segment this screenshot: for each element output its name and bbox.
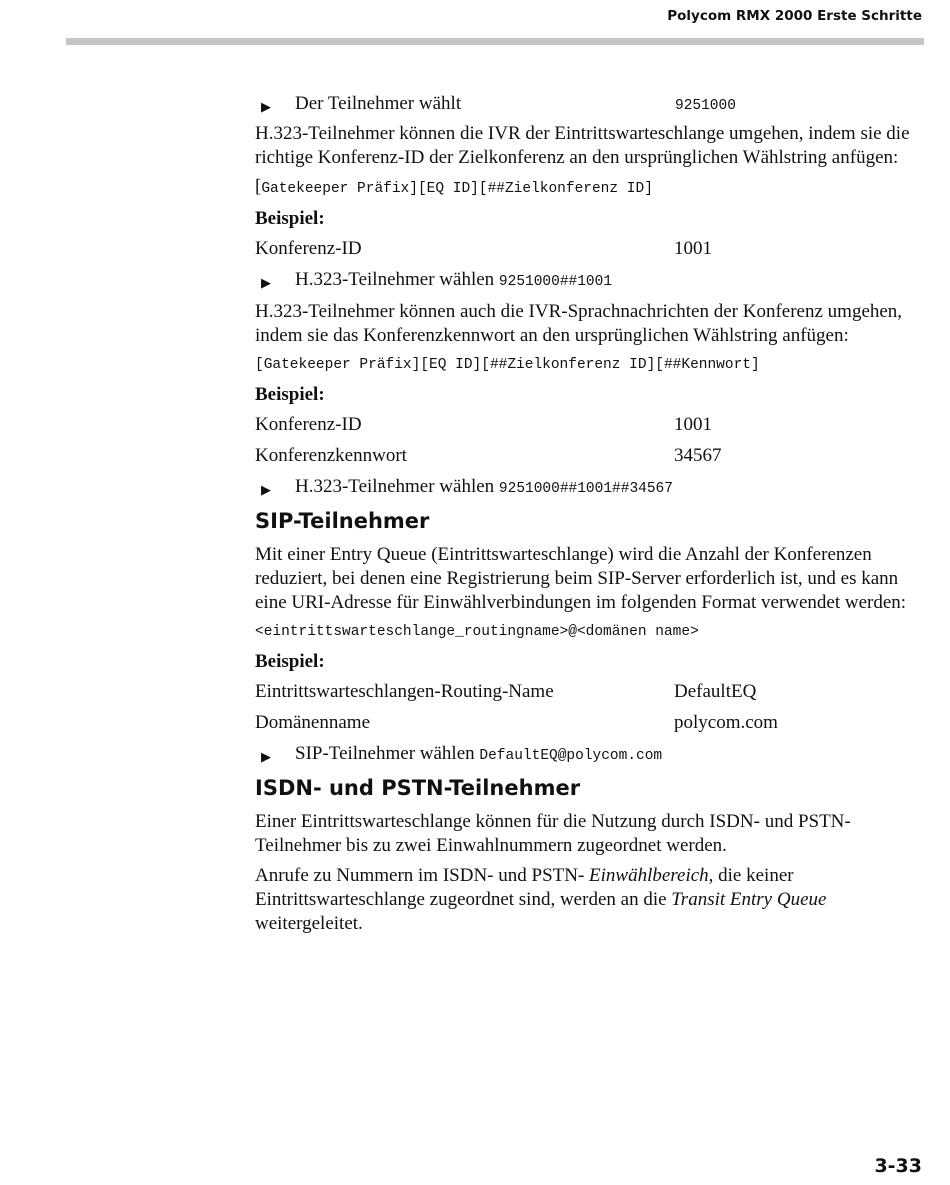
bullet-h323-dial-password — [255, 475, 927, 501]
example-row — [255, 444, 927, 468]
example-value: polycom.com — [674, 712, 778, 733]
example-key: Konferenz-ID — [255, 414, 362, 435]
heading-sip: SIP-Teilnehmer — [255, 509, 430, 533]
example-label: Beispiel: — [255, 651, 325, 672]
text-italic-transit-eq: Transit Entry Queue — [671, 889, 827, 910]
page-content — [255, 92, 927, 942]
text-run: Anrufe zu Nummern im ISDN- und PSTN- — [255, 865, 590, 886]
bullet-triangle-icon: ▶ — [261, 276, 271, 291]
code-dial-format-password: [Gatekeeper Präfix][EQ ID][##Zielkonferenz ID][##Kennwort] — [255, 357, 760, 373]
example-key: Konferenzkennwort — [255, 445, 407, 466]
bullet-triangle-icon: ▶ — [261, 750, 271, 765]
text-run: weitergeleitet. — [255, 913, 363, 934]
page-number: 3-33 — [874, 1155, 922, 1177]
paragraph-isdn-numbers: Einer Eintrittswarteschlange können für die Nutzung durch ISDN- und PSTN-Teilnehmer bis zu zwei Einwahlnummern zugeordnet werden. — [255, 811, 851, 856]
example-value: 34567 — [674, 445, 722, 466]
paragraph-h323-ivr-bypass: H.323-Teilnehmer können die IVR der Eintrittswarteschlange umgehen, indem sie die richtige Konferenz-ID der Zielkonferenz an den ursprünglichen Wählstring anfügen: — [255, 123, 910, 168]
bullet-code: 9251000##1001 — [498, 274, 613, 290]
bullet-code: 9251000##1001##34567 — [498, 481, 673, 497]
text-italic-dial-range: Einwählbereich — [589, 865, 709, 886]
bullet-text: H.323-Teilnehmer wählen — [295, 476, 495, 497]
bullet-text: Der Teilnehmer wählt — [295, 93, 462, 114]
bullet-code: 9251000 — [675, 98, 736, 114]
bullet-dial-example — [255, 92, 927, 116]
example-key: Domänenname — [255, 712, 371, 733]
example-label: Beispiel: — [255, 384, 325, 405]
bullet-code: DefaultEQ@polycom.com — [479, 748, 663, 764]
code-sip-uri-format: <eintrittswarteschlange_routingname>@<domänen name> — [255, 624, 699, 640]
example-key: Eintrittswarteschlangen-Routing-Name — [255, 681, 554, 702]
example-row — [255, 680, 927, 704]
paragraph-h323-password: H.323-Teilnehmer können auch die IVR-Sprachnachrichten der Konferenz umgehen, indem sie das Konferenzkennwort an den ursprünglichen Wählstring anfügen: — [255, 301, 903, 346]
paragraph-sip: Mit einer Entry Queue (Eintrittswarteschlange) wird die Anzahl der Konferenzen reduziert, bei denen eine Registrierung beim SIP-Server erforderlich ist, und es kann eine URI-Adresse für Einwählverbindungen im folgenden Format verwendet werden: — [255, 544, 907, 613]
heading-isdn-pstn: ISDN- und PSTN-Teilnehmer — [255, 776, 581, 800]
example-label: Beispiel: — [255, 208, 325, 229]
bullet-h323-dial — [255, 268, 927, 294]
code-rest: Gatekeeper Präfix][EQ ID][##Zielkonferenz ID] — [261, 181, 653, 197]
example-key: Konferenz-ID — [255, 238, 362, 259]
example-row — [255, 413, 927, 437]
bullet-triangle-icon: ▶ — [261, 483, 271, 498]
bullet-triangle-icon: ▶ — [261, 100, 271, 115]
header-title: Polycom RMX 2000 Erste Schritte — [667, 8, 922, 24]
code-dial-format — [255, 176, 927, 200]
bullet-text: H.323-Teilnehmer wählen — [295, 269, 495, 290]
paragraph-transit-eq — [255, 864, 927, 936]
example-value: 1001 — [674, 238, 712, 259]
bullet-sip-dial — [255, 742, 927, 768]
text-run: , die keiner Eintrittswarteschlange zugeordnet sind, werden an die — [255, 865, 794, 910]
example-value: 1001 — [674, 414, 712, 435]
example-row — [255, 237, 927, 261]
header-rule — [66, 38, 924, 45]
bullet-text: SIP-Teilnehmer wählen — [295, 743, 475, 764]
code-bracket: [ — [255, 176, 262, 197]
example-row — [255, 711, 927, 735]
example-value: DefaultEQ — [674, 681, 757, 702]
